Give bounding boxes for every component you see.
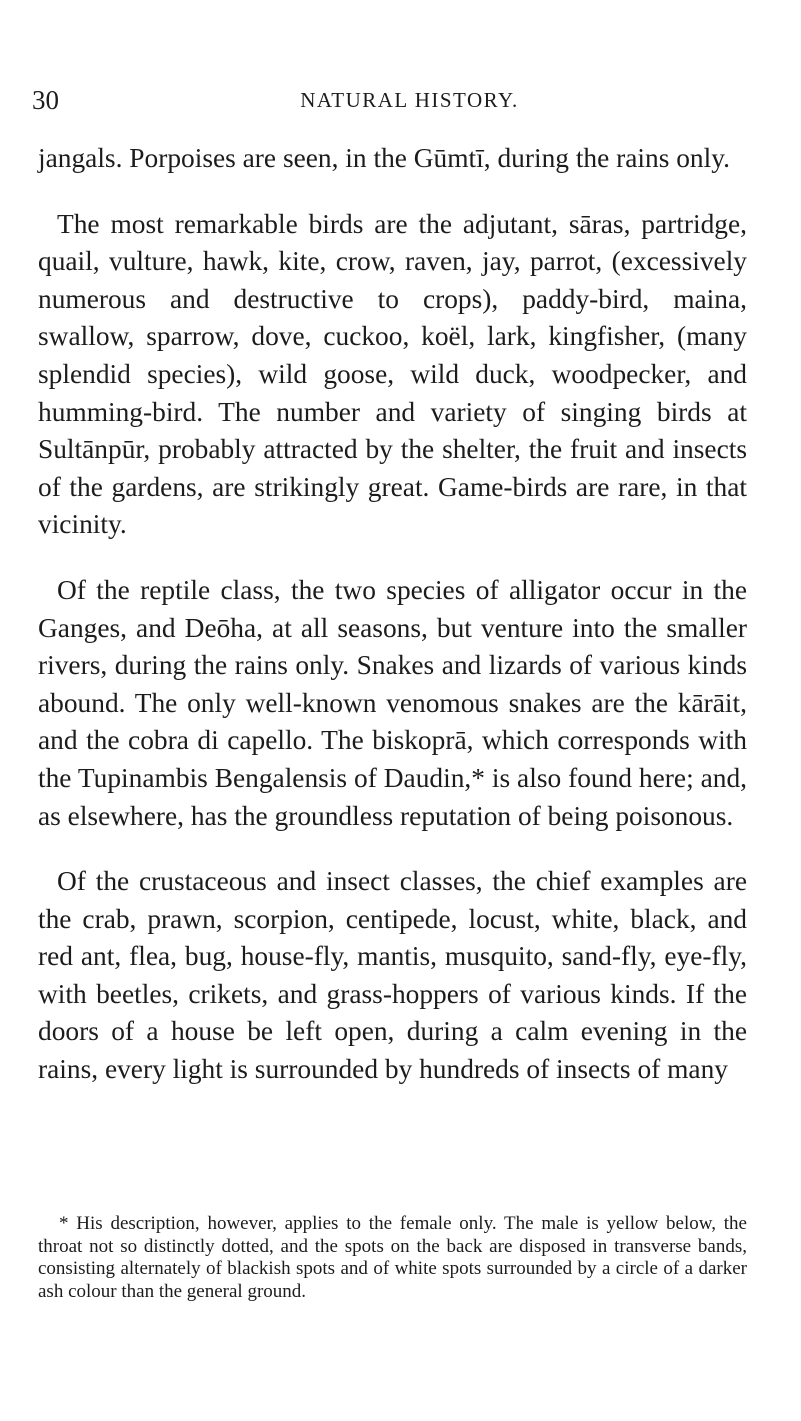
- paragraph-insects: Of the crustaceous and insect classes, the chief examples are the crab, prawn, scorpion, centipede, locust, white, black, and red ant, flea, bug, house-fly, mantis, musquito, sand-fly, eye-fly, with beetles, crikets, and grass-hoppers of various kinds. If the doors of a house be left open, during a calm evening in the rains, every light is surrounded by hundreds of insects of many: [38, 866, 747, 1085]
- paragraph-birds: The most remarkable birds are the adjutant, sāras, partridge, quail, vulture, hawk, kite, crow, raven, jay, parrot, (excessively numerous and destructive to crops), paddy-bird, maina, swallow, sparrow, dove, cuckoo, koël, lark, kingfisher, (many splendid species), wild goose, wild duck, woodpecker, and humming-bird. The number and variety of singing birds at Sultānpūr, probably attracted by the shelter, the fruit and insects of the gardens, are strikingly great. Game-birds are rare, in that vicinity.: [38, 208, 747, 540]
- body-text: [38, 140, 747, 1089]
- paragraph-reptiles: Of the reptile class, the two species of alligator occur in the Ganges, and Deōha, at all seasons, but venture into the smaller rivers, during the rains only. Snakes and lizards of various kinds abound. The only well-known venomous snakes are the kārāit, and the cobra di capello. The biskoprā, which corresponds with the Tupinambis Bengalensis of Daudin,* is also found here; and, as elsewhere, has the groundless reputation of being poisonous.: [38, 574, 747, 831]
- paragraph-porpoises: jangals. Porpoises are seen, in the Gūmtī, during the rains only.: [38, 143, 730, 173]
- page-header: [32, 82, 747, 118]
- footnote: * His description, however, applies to the female only. The male is yellow below, the throat not so distinctly dotted, and the spots on the back are disposed in transverse bands, consisting alternately of blackish spots and of white spots surrounded by a circle of a darker ash colour than the general ground.: [38, 1213, 747, 1302]
- page-number: 30: [32, 85, 59, 115]
- running-head: NATURAL HISTORY.: [300, 88, 519, 112]
